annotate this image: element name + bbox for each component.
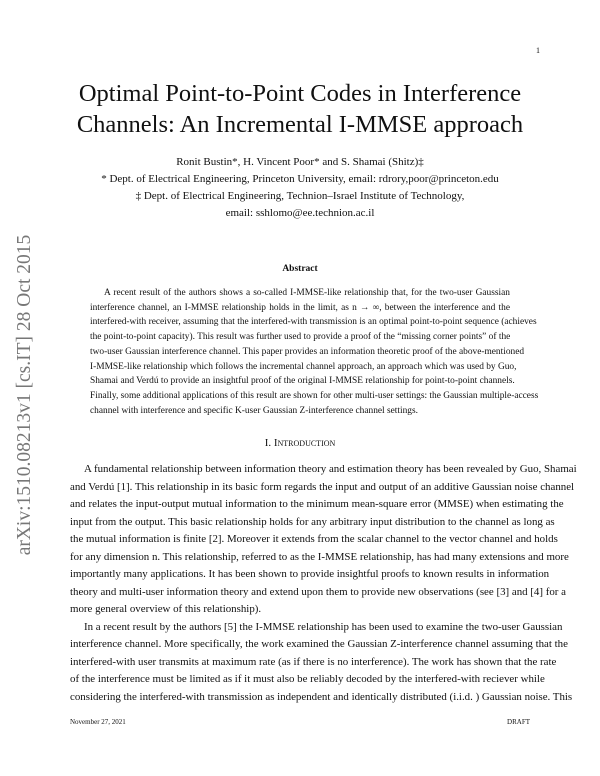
section-heading: I. Introduction <box>264 437 336 449</box>
text-line: considering the interfered-with transmission as independent and identically distributed (i.i.d. ) Gaussian noise. This <box>70 690 573 703</box>
text-line: A recent result of the authors shows a so-called I-MMSE-like relationship that, for the two-user Gaussian <box>104 288 510 298</box>
text-line: interfered-with receiver, assuming that the interfered-with transmission is an optimal point-to-point sequence (achieves <box>90 317 537 328</box>
text-line: two-user Gaussian interference channel. This paper provides an information theoretic proof of the above-mentioned <box>90 346 525 357</box>
text-line: I-MMSE-like relationship which follows the incremental channel approach, an approach which was used by Guo, <box>90 361 517 372</box>
text-line: for any dimension n. This relationship, referred to as the I-MMSE relationship, has had many extensions and more <box>70 550 569 563</box>
text-line: more general overview of this relationship). <box>70 603 262 615</box>
text-line: interference channel, an I-MMSE relationship holds in the limit, as n → ∞, between the interference and the <box>90 302 510 313</box>
arxiv-identifier: arXiv:1510.08213v1 [cs.IT] 28 Oct 2015 <box>14 234 35 556</box>
footer-date: November 27, 2021 <box>70 718 126 726</box>
affiliation-1: * Dept. of Electrical Engineering, Princeton University, email: rdrory,poor@princeton.edu <box>101 173 499 185</box>
text-line: importantly many applications. It has been shown to provide insightful proofs to known results in information <box>70 568 550 580</box>
affiliation-2: ‡ Dept. of Electrical Engineering, Technion–Israel Institute of Technology, <box>135 190 465 202</box>
affiliation-email: email: sshlomo@ee.technion.ac.il <box>225 207 375 219</box>
text-line: and Verdú [1]. This relationship in its basic form regards the input and output of an additive Gaussian noise channel <box>70 480 575 493</box>
authors: Ronit Bustin*, H. Vincent Poor* and S. Shamai (Shitz)‡ <box>176 156 424 168</box>
text-line: of the interference must be limited as if it must also be reliably decoded by the interfered-with reciever while <box>70 673 545 685</box>
text-line: Shamai and Verdú to provide an insightful proof of the original I-MMSE relationship for point-to-point channels. <box>90 376 515 387</box>
text-line: input from the output. This basic relationship holds for any arbitrary input distribution to the channel as long as <box>70 515 555 528</box>
text-line: theory and multi-user information theory and extend upon them to provide new observations (see [3] and [4] for a <box>70 585 566 598</box>
title-line-2: Channels: An Incremental I-MMSE approach <box>76 111 524 138</box>
title-line-1: Optimal Point-to-Point Codes in Interference <box>78 80 522 107</box>
page-number: 1 <box>536 46 540 55</box>
text-line: and relates the input-output mutual information to the minimum mean-square error (MMSE) when estimating the <box>70 498 564 510</box>
text-line: interference channel. More specifically, the work examined the Gaussian Z-interference channel assuming that the <box>70 638 568 650</box>
text-line: interfered-with user transmits at maximum rate (as if there is no interference). The work has shown that the rate <box>70 655 557 668</box>
text-line: Finally, some additional applications of this result are shown for other multi-user settings: the Gaussian multiple-access <box>90 390 539 401</box>
footer-status: DRAFT <box>507 718 530 726</box>
text-line: the mutual information is finite [2]. Moreover it extends from the scalar channel to the vector channel and holds <box>70 533 558 545</box>
text-line: A fundamental relationship between information theory and estimation theory has been revealed by Guo, Shamai <box>84 463 577 475</box>
abstract-heading: Abstract <box>282 264 318 274</box>
text-line: the point-to-point capacity). This result was further used to provide a proof of the “missing corner points” of the <box>90 332 511 343</box>
text-line: In a recent result by the authors [5] the I-MMSE relationship has been used to examine the two-user Gaussian <box>84 620 563 633</box>
text-line: channel with interference and specific K-user Gaussian Z-interference channel settings. <box>90 405 418 416</box>
